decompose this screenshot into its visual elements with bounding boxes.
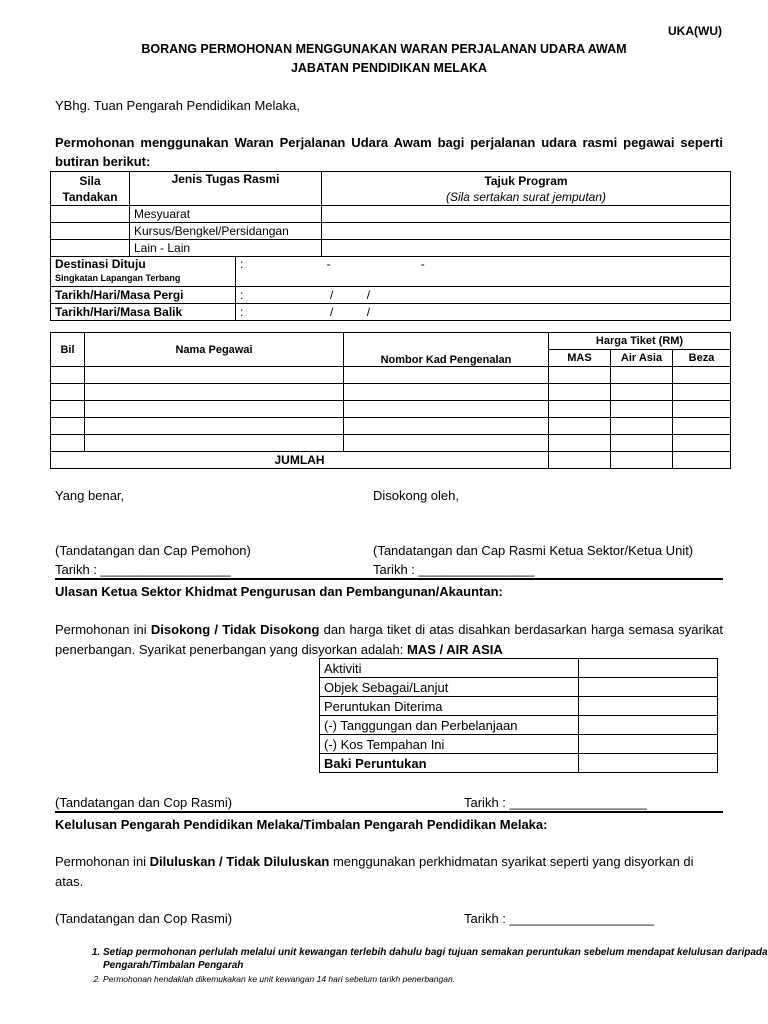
program-cell[interactable]: [322, 240, 731, 257]
destinasi-label: Destinasi Dituju Singkatan Lapangan Terbang: [51, 257, 236, 287]
balik-label: Tarikh/Hari/Masa Balik: [51, 304, 236, 321]
form-title-line2: JABATAN PENDIDIKAN MELAKA: [290, 61, 488, 75]
row-baki: Baki Peruntukan: [320, 754, 579, 773]
table-row: [51, 384, 731, 401]
divider: [55, 811, 723, 813]
header-nokp: Nombor Kad Pengenalan: [344, 333, 549, 367]
kelulusan-text: Permohonan ini Diluluskan / Tidak Diluluskan menggunakan perkhidmatan syarikat seperti yang disyorkan di atas.: [55, 854, 694, 889]
tarikh-ketua[interactable]: Tarikh : ________________: [373, 562, 535, 577]
section-kelulusan-title: Kelulusan Pengarah Pendidikan Melaka/Timbalan Pengarah Pendidikan Melaka:: [55, 817, 548, 832]
note-item: 2. Permohonan hendaklah dikemukakan ke unit kewangan 14 hari sebelum tarikh penerbangan.: [103, 974, 768, 984]
row-objek: Objek Sebagai/Lanjut: [320, 678, 579, 697]
header-nama: Nama Pegawai: [85, 333, 344, 367]
divider: [55, 578, 723, 580]
signature-cop-2: (Tandatangan dan Cop Rasmi): [55, 911, 233, 926]
type-kursus: Kursus/Bengkel/Persidangan: [130, 223, 322, 240]
program-cell[interactable]: [322, 223, 731, 240]
header-sila: Sila Tandakan: [51, 172, 130, 206]
header-bil: Bil: [51, 333, 85, 367]
table-row: [51, 418, 731, 435]
tarikh-kelulusan[interactable]: Tarikh : ____________________: [464, 911, 655, 926]
checkbox-kursus[interactable]: [51, 223, 130, 240]
ulasan-text: Permohonan ini Disokong / Tidak Disokong dan harga tiket di atas disahkan berdasarkan harga semasa syarikat penerbangan. Syarikat penerbangan yang disyorkan adalah: MAS / AIR ASIA: [55, 622, 723, 657]
header-mas: MAS: [549, 350, 611, 367]
header-airasia: Air Asia: [611, 350, 673, 367]
checkbox-lain[interactable]: [51, 240, 130, 257]
row-aktiviti: Aktiviti: [320, 659, 579, 678]
travel-details-table: [50, 171, 731, 321]
table-row: [51, 401, 731, 418]
header-harga: Harga Tiket (RM): [549, 333, 731, 350]
table-row: [51, 367, 731, 384]
signature-cop-1: (Tandatangan dan Cop Rasmi): [55, 795, 233, 810]
yang-benar: Yang benar,: [55, 488, 125, 503]
checkbox-mesyuarat[interactable]: [51, 206, 130, 223]
signature-ketua: (Tandatangan dan Cap Rasmi Ketua Sektor/Ketua Unit): [373, 543, 694, 558]
disokong-oleh: Disokong oleh,: [373, 488, 459, 503]
pergi-value[interactable]: : / /: [236, 287, 731, 304]
signature-pemohon: (Tandatangan dan Cap Pemohon): [55, 543, 251, 558]
jumlah-label: JUMLAH: [51, 452, 549, 469]
type-mesyuarat: Mesyuarat: [130, 206, 322, 223]
row-peruntukan: Peruntukan Diterima: [320, 697, 579, 716]
note-item: 1. Setiap permohonan perlulah melalui unit kewangan terlebih dahulu bagi tujuan semakan peruntukan sebelum mendapat kelulusan daripada Pengarah/Timbalan Pengarah: [103, 946, 768, 972]
form-title-line1: BORANG PERMOHONAN MENGGUNAKAN WARAN PERJALANAN UDARA AWAM: [141, 42, 627, 56]
row-tanggungan: (-) Tanggungan dan Perbelanjaan: [320, 716, 579, 735]
intro-text: Permohonan menggunakan Waran Perjalanan Udara Awam bagi perjalanan udara rasmi pegawai seperti butiran berikut:: [55, 135, 723, 169]
tarikh-pemohon[interactable]: Tarikh : __________________: [55, 562, 231, 577]
header-jenis-tugas: Jenis Tugas Rasmi: [130, 172, 322, 206]
type-lain: Lain - Lain: [130, 240, 322, 257]
tarikh-ulasan[interactable]: Tarikh : ___________________: [464, 795, 647, 810]
section-ulasan-title: Ulasan Ketua Sektor Khidmat Pengurusan dan Pembangunan/Akauntan:: [55, 584, 503, 599]
row-kos: (-) Kos Tempahan Ini: [320, 735, 579, 754]
destinasi-value[interactable]: : - -: [236, 257, 731, 287]
program-cell[interactable]: [322, 206, 731, 223]
balik-value[interactable]: : / /: [236, 304, 731, 321]
allocation-table: [319, 658, 718, 773]
notes-list: [55, 946, 768, 986]
officers-table: [50, 332, 731, 469]
form-code: UKA(WU): [668, 24, 722, 38]
header-tajuk-program: Tajuk Program (Sila sertakan surat jemputan): [322, 172, 731, 206]
pergi-label: Tarikh/Hari/Masa Pergi: [51, 287, 236, 304]
table-row: [51, 435, 731, 452]
header-beza: Beza: [673, 350, 731, 367]
salutation: YBhg. Tuan Pengarah Pendidikan Melaka,: [55, 98, 301, 113]
